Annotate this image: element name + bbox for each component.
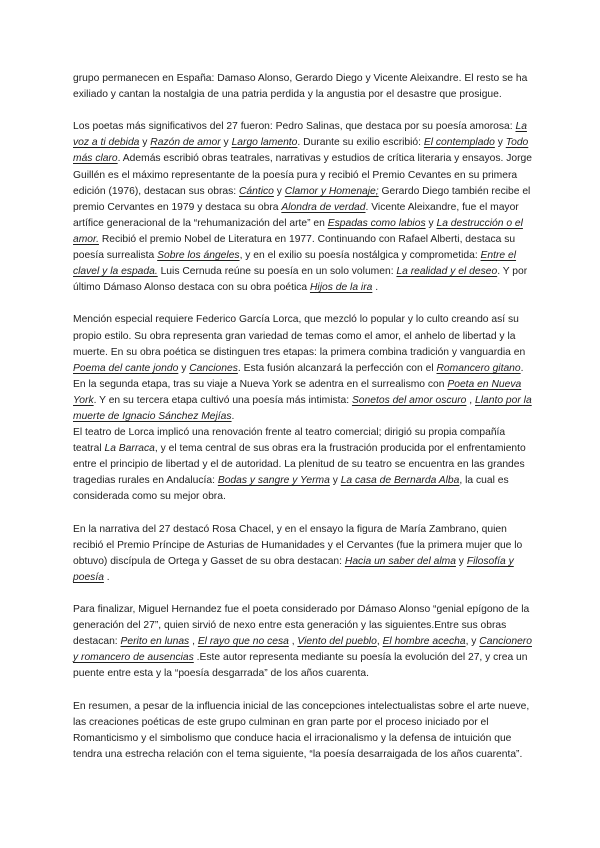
text-segment: . Además escribió obras teatrales, narrativas y estudios de crítica literaria y ensayos. Jorge Guillén es el máximo representante de la poesía pura y recibió el Premio Cevantes en su primera edición (1976), destacan sus obras: xyxy=(73,153,532,197)
work-link-perito-en-lunas[interactable]: Perito en lunas xyxy=(120,636,190,648)
text-segment: Para finalizar, Miguel Hernandez fue el poeta considerado por Dámaso Alonso “genial epígono de la generación del 27”, quien sirvió de nexo entre esta generación y las siguientes.Entre sus obras destacan: xyxy=(73,604,530,648)
paragraph-lorca-theatre xyxy=(73,425,535,505)
work-link-canciones[interactable]: Canciones xyxy=(189,362,238,374)
work-link-clamor-y-homenaje[interactable]: Clamor y Homenaje; xyxy=(284,185,379,197)
text-segment: y xyxy=(273,185,285,197)
work-link-hacia-un-saber-del-alma[interactable]: Hacia un saber del alma xyxy=(344,555,456,567)
company-name-la-barraca: La Barraca xyxy=(104,443,155,455)
text-segment: Los poetas más significativos del 27 fueron: Pedro Salinas, que destaca por su poesía amorosa: xyxy=(73,121,516,133)
text-segment: . xyxy=(372,282,379,294)
paragraph-generation-intro: grupo permanecen en España: Damaso Alonso, Gerardo Diego y Vicente Aleixandre. El resto se ha exiliado y cantan la nostalgia de una patria perdida y la angustia por el desastre que prosigue. xyxy=(73,73,528,101)
work-link-sonetos-del-amor-oscuro[interactable]: Sonetos del amor oscuro xyxy=(351,394,467,406)
text-segment: Mención especial requiere Federico García Lorca, que mezcló lo popular y lo culto creando así su propio estilo. Su obra representa gran variedad de temas como el amor, el anhelo de libertad y la muerte. En su obra poética se distinguen tres etapas: la primera combina tradición y vanguardia en xyxy=(73,314,526,358)
text-segment: y xyxy=(139,137,151,149)
text-segment: . Y en su tercera etapa cultivó una poesía más intimista: xyxy=(93,394,352,406)
work-link-romancero-gitano[interactable]: Romancero gitano xyxy=(436,362,521,374)
work-link-el-contemplado[interactable]: El contemplado xyxy=(423,137,495,149)
work-link-largo-lamento[interactable]: Largo lamento xyxy=(231,137,298,149)
paragraph-summary: En resumen, a pesar de la influencia inicial de las concepciones intelectualistas sobre el arte nueve, las creaciones poéticas de este grupo culminan en gran parte por el proceso iniciado por el Romanticismo y el simbolismo que conduce hacia el irracionalismo y la defensa de intuición que tendra una estrecha relación con el tema siguiente, “la poesía desarraigada de los años cuarenta”. xyxy=(73,700,530,760)
text-segment: . Vicente Aleixandre, fue el mayor artífice generacional de la “rehumanización del arte” en xyxy=(73,201,519,229)
text-segment: , xyxy=(288,636,298,648)
text-segment: , y xyxy=(465,636,480,648)
paragraph-narrative-essay xyxy=(73,522,535,586)
text-segment: y xyxy=(220,137,232,149)
work-link-alondra-de-verdad[interactable]: Alondra de verdad xyxy=(281,201,366,213)
text-segment: , y el tema central de sus obras era la frustración producida por el enfrentamiento entre el principio de libertad y el de autoridad. La plenitud de su teatro se encuentra en las grandes tragedias rurales en Andalucía: xyxy=(73,443,526,487)
text-segment: . Esta fusión alcanzará la perfección con el xyxy=(237,362,437,374)
work-link-entre-el-clavel-y-la-espada[interactable]: Entre el clavel y la espada. xyxy=(73,250,517,278)
work-link-la-casa-de-bernarda-alba[interactable]: La casa de Bernarda Alba xyxy=(340,475,460,487)
work-link-todo-mas-claro[interactable]: Todo más claro xyxy=(73,137,529,165)
work-link-la-destruccion-o-el-amor[interactable]: La destrucción o el amor. xyxy=(73,217,523,245)
work-link-la-voz-a-ti-debida[interactable]: La voz a ti debida xyxy=(73,121,527,149)
document-page xyxy=(73,71,535,779)
text-segment: .Este autor representa mediante su poesía la evolución del 27, y crea un puente entre esta y la “poesía desgarrada” de los años cuarenta. xyxy=(73,652,528,680)
text-segment: , y en el exilio su poesía nostálgica y comprometida: xyxy=(239,250,481,262)
text-segment: . Durante su exilio escribió: xyxy=(297,137,424,149)
work-link-hijos-de-la-ira[interactable]: Hijos de la ira xyxy=(309,282,373,294)
text-segment: Gerardo Diego también recibe el premio Cervantes en 1979 y destaca su obra xyxy=(73,185,531,213)
work-link-razon-de-amor[interactable]: Razón de amor xyxy=(150,137,221,149)
work-link-el-rayo-que-no-cesa[interactable]: El rayo que no cesa xyxy=(197,636,289,648)
work-link-poeta-en-nueva-york[interactable]: Poeta en Nueva York xyxy=(73,378,522,406)
work-link-la-realidad-y-el-deseo[interactable]: La realidad y el deseo xyxy=(396,266,498,278)
text-segment: y xyxy=(329,475,341,487)
paragraph-poets-of-27 xyxy=(73,119,535,296)
text-segment: , la cual es considerada como su mejor obra. xyxy=(73,475,509,503)
work-link-llanto-por-ignacio-sanchez-mejias[interactable]: Llanto por la muerte de Ignacio Sánchez Mejías xyxy=(73,394,532,422)
paragraph-miguel-hernandez xyxy=(73,602,535,682)
text-segment: y xyxy=(425,217,437,229)
text-segment: . xyxy=(231,410,235,422)
work-link-viento-del-pueblo[interactable]: Viento del pueblo xyxy=(297,636,377,648)
text-segment: . Y por último Dámaso Alonso destaca con su obra poética xyxy=(73,266,528,294)
paragraph-lorca-poetry xyxy=(73,312,535,425)
text-segment: , xyxy=(189,636,198,648)
text-segment: , xyxy=(376,636,383,648)
text-segment: Recibió el premio Nobel de Literatura en 1977. Continuando con Rafael Alberti, destaca su poesía surrealista xyxy=(73,233,516,262)
text-segment: y xyxy=(178,362,190,374)
work-link-poema-del-cante-jondo[interactable]: Poema del cante jondo xyxy=(73,362,179,374)
text-segment: Luis Cernuda reúne su poesía en un solo volumen: xyxy=(157,266,397,278)
text-segment: . En la segunda etapa, tras su viaje a Nueva York se adentra en el surrealismo con xyxy=(73,362,524,390)
text-segment: El teatro de Lorca implicó una renovación frente al teatro comercial; dirigió su propia compañía teatral xyxy=(73,427,506,455)
text-segment: , xyxy=(466,394,476,406)
work-link-cancionero-y-romancero-de-ausencias[interactable]: Cancionero y romancero de ausencias xyxy=(73,636,532,664)
work-link-espadas-como-labios[interactable]: Espadas como labios xyxy=(327,217,426,229)
work-link-bodas-y-sangre-y-yerma[interactable]: Bodas y sangre y Yerma xyxy=(217,475,330,487)
text-segment: En la narrativa del 27 destacó Rosa Chacel, y en el ensayo la figura de María Zambrano, quien recibió el Premio Príncipe de Asturias de Humanidades y el Cervantes (fue la primera mujer que lo obtuvo) discípula de Ortega y Gasset de su obra destacan: xyxy=(73,523,523,567)
text-segment: . xyxy=(103,571,110,583)
text-segment: y xyxy=(494,137,506,149)
work-link-sobre-los-angeles[interactable]: Sobre los ángeles xyxy=(157,250,240,262)
work-link-cantico[interactable]: Cántico xyxy=(239,185,274,197)
work-link-filosofia-y-poesia[interactable]: Filosofía y poesía xyxy=(73,555,514,583)
work-link-el-hombre-acecha[interactable]: El hombre acecha xyxy=(382,636,466,648)
text-segment: y xyxy=(455,555,467,567)
